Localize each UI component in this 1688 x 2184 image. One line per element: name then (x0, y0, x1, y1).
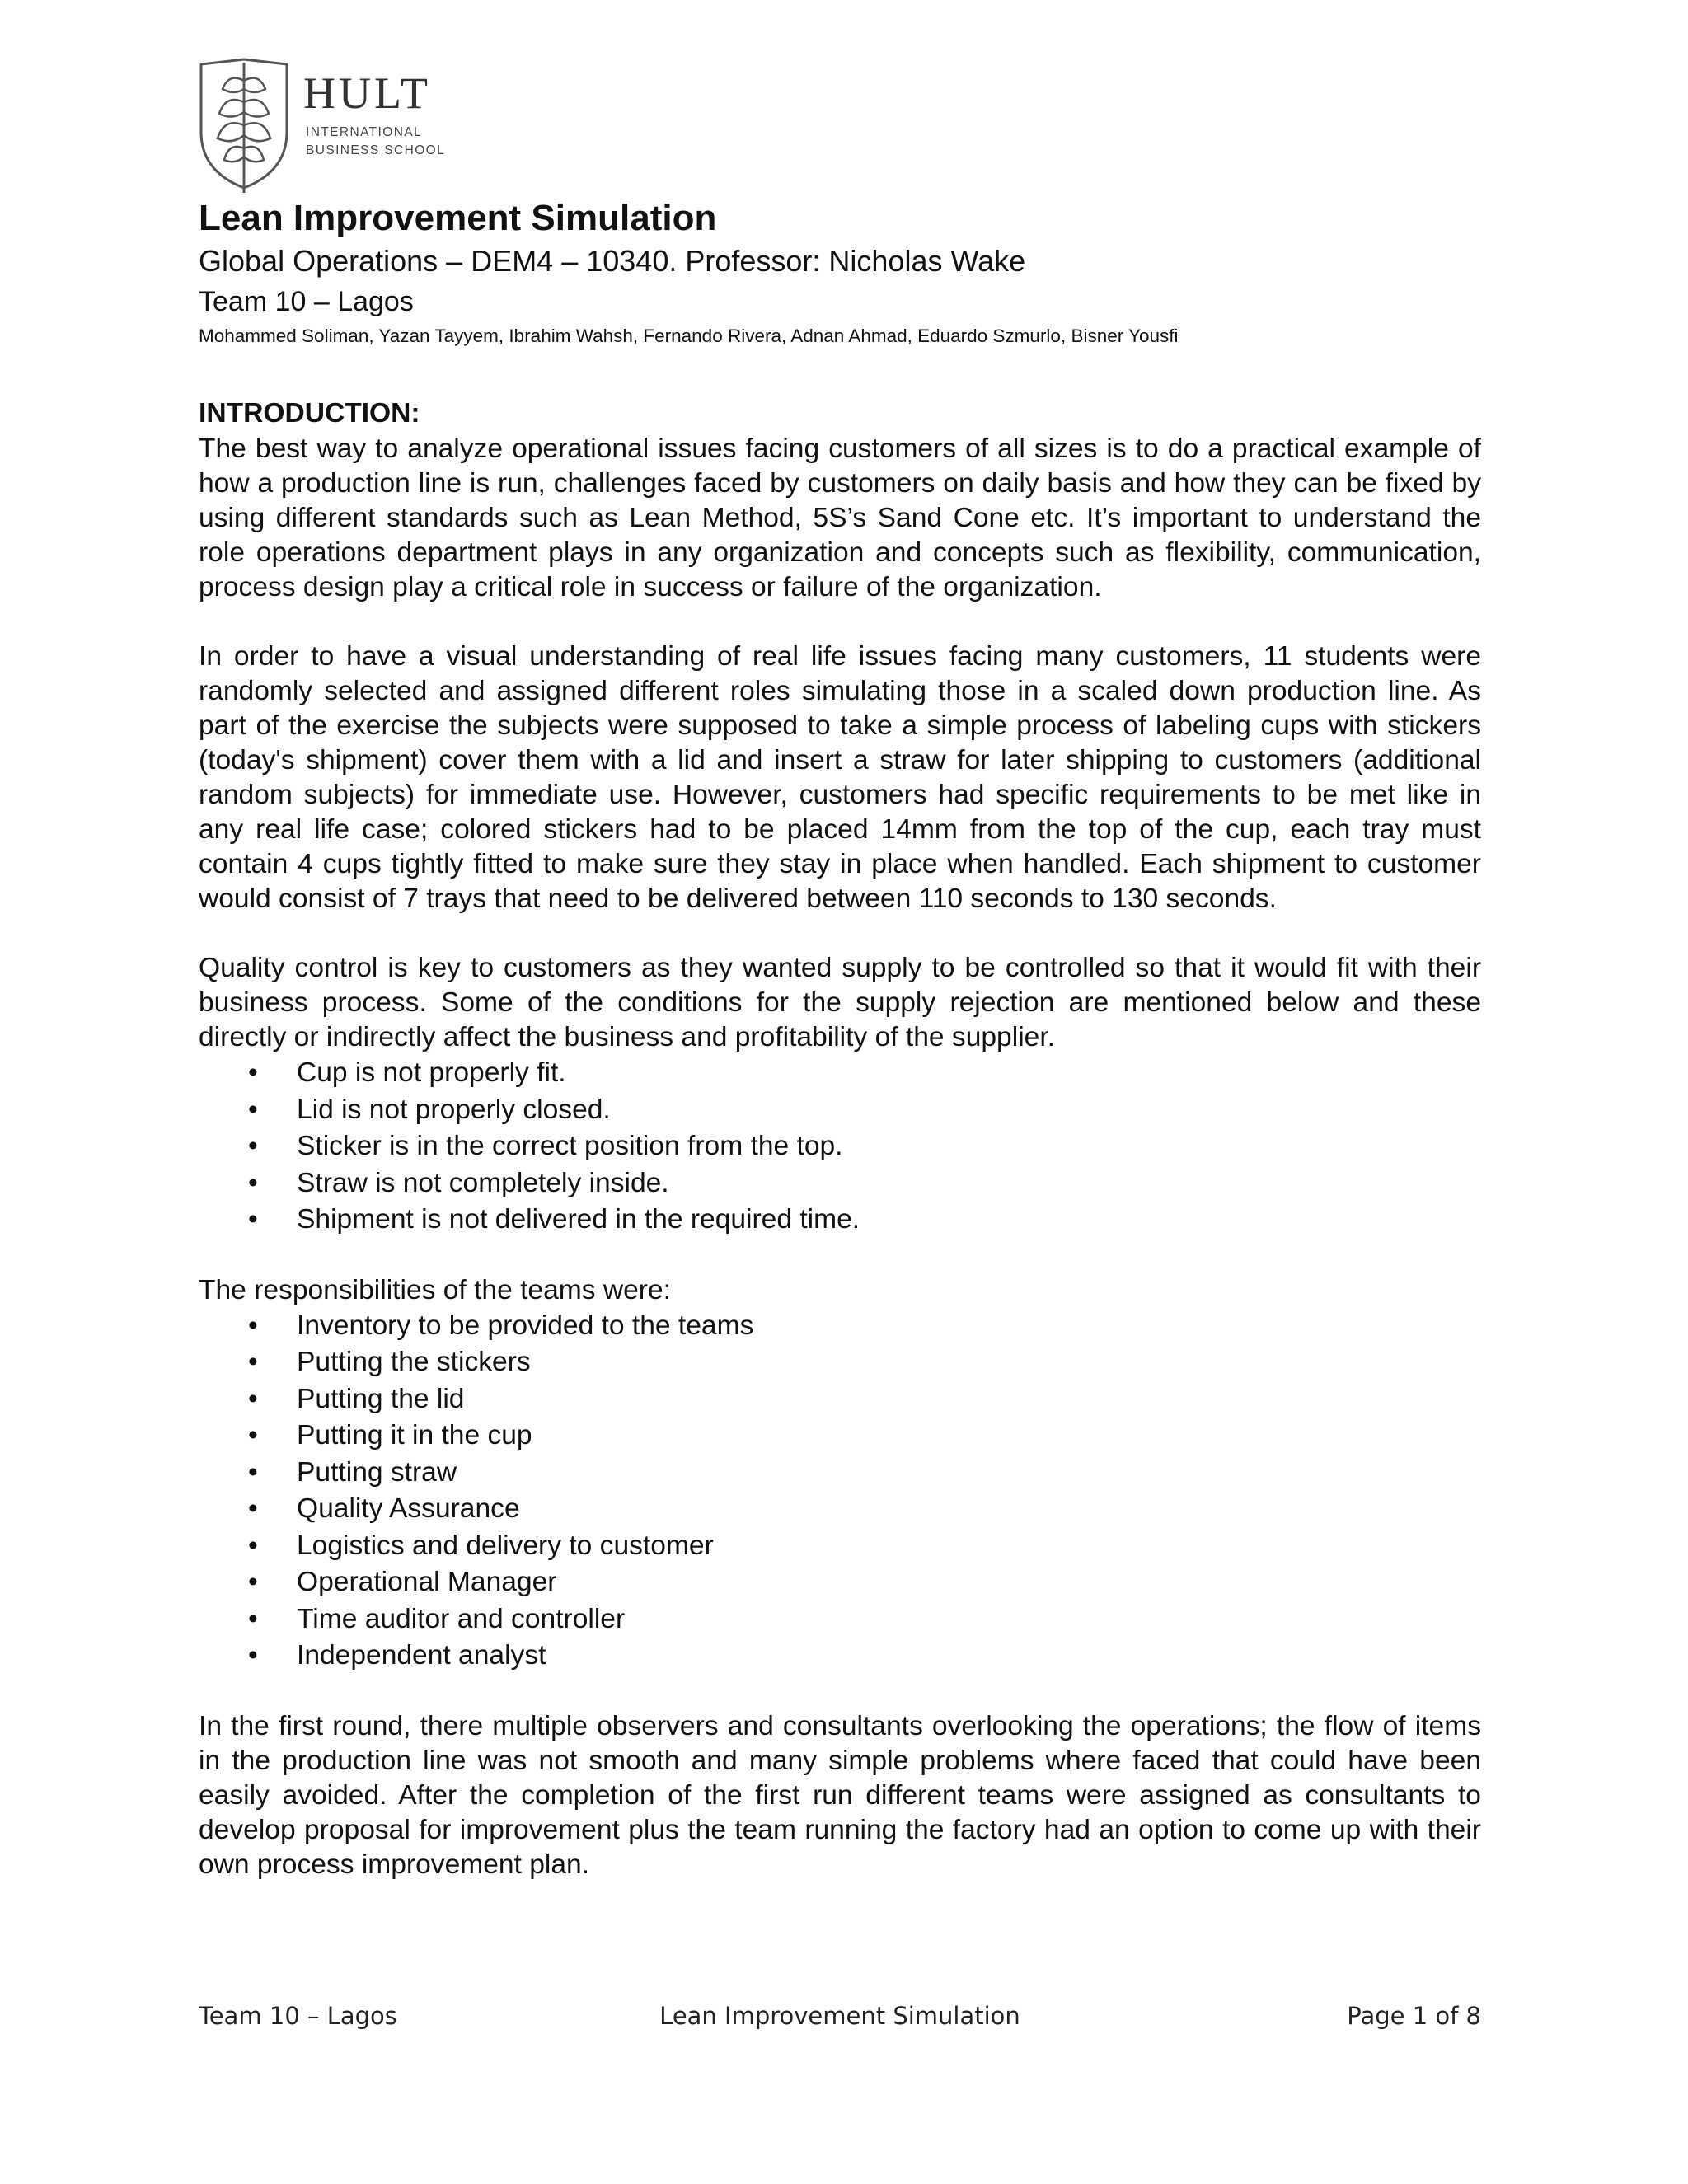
list-item (199, 1491, 1481, 1528)
list-item (199, 1165, 1481, 1202)
bullet: • (248, 1603, 258, 1634)
logo-wordmark: HULT (303, 68, 432, 118)
document-title: Lean Improvement Simulation (199, 198, 717, 238)
bullet: • (248, 1094, 258, 1125)
bullet: • (248, 1456, 258, 1488)
bullet: • (248, 1131, 258, 1161)
document-header (199, 196, 1493, 351)
list-item (199, 1638, 1481, 1675)
paragraph: The responsibilities of the teams were: (199, 1274, 671, 1305)
bullet: • (248, 1420, 258, 1451)
list-item-text: Inventory to be provided to the teams (297, 1310, 754, 1341)
list-item-text: Putting the lid (297, 1383, 465, 1414)
team-name: Team 10 – Lagos (199, 286, 414, 317)
paragraph: Quality control is key to customers as they wanted supply to be controlled so that it would fit with their business process. Some of the conditions for the supply rejection are mentioned below and these directly or indirectly affect the business and profitability of the supplier. (199, 953, 1481, 1052)
bullet: • (248, 1347, 258, 1377)
list-item (199, 1344, 1481, 1381)
list-item-text: Time auditor and controller (297, 1603, 626, 1634)
list-item-text: Independent analyst (297, 1640, 546, 1671)
list-item (199, 1381, 1481, 1418)
list-item (199, 1128, 1481, 1165)
section-heading: INTRODUCTION: (199, 398, 420, 429)
footer-team: Team 10 – Lagos (199, 2002, 397, 2030)
bullet: • (248, 1310, 258, 1341)
list-item (199, 1418, 1481, 1455)
responsibilities-list (199, 1308, 1481, 1675)
list-item (199, 1528, 1481, 1565)
list-item-text: Putting it in the cup (297, 1420, 532, 1451)
author-list: Mohammed Soliman, Yazan Tayyem, Ibrahim Wahsh, Fernando Rivera, Adnan Ahmad, Eduardo Szmurlo, Bisner Yousfi (199, 326, 1179, 346)
list-item-text: Cup is not properly fit. (297, 1057, 566, 1088)
rejection-conditions-list (199, 1055, 1481, 1239)
list-item-text: Putting straw (297, 1456, 457, 1488)
list-item (199, 1202, 1481, 1239)
bullet: • (248, 1493, 258, 1524)
bullet: • (248, 1567, 258, 1597)
page-footer (199, 1998, 1481, 2034)
paragraph: In the first round, there multiple observers and consultants overlooking the operations; the flow of items in the production line was not smooth and many simple problems where faced that could have been easily avoided. After the completion of the first run different teams were assigned as consultants to develop proposal for improvement plus the team running the factory had an option to come up with their own process improvement plan. (199, 1710, 1481, 1880)
hult-crest-icon (195, 56, 293, 196)
list-item-text: Sticker is in the correct position from the top. (297, 1131, 843, 1161)
paragraph: In order to have a visual understanding of real life issues facing many customers, 11 students were randomly selected and assigned different roles simulating those in a scaled down production line. As part of the exercise the subjects were supposed to take a simple process of labeling cups with stickers (today's shipment) cover them with a lid and insert a straw for later shipping to customers (additional random subjects) for immediate use. However, customers had specific requirements to be met like in any real life case; colored stickers had to be placed 14mm from the top of the cup, each tray must contain 4 cups tightly fitted to make sure they stay in place when handled. Each shipment to customer would consist of 7 trays that need to be delivered between 110 seconds to 130 seconds. (199, 641, 1481, 914)
list-item-text: Straw is not completely inside. (297, 1167, 669, 1198)
hult-logo (195, 56, 458, 196)
list-item-text: Quality Assurance (297, 1493, 520, 1524)
bullet: • (248, 1383, 258, 1414)
footer-title: Lean Improvement Simulation (659, 2002, 1020, 2030)
list-item (199, 1308, 1481, 1345)
list-item (199, 1601, 1481, 1638)
page-number: Page 1 of 8 (1347, 2002, 1481, 2030)
list-item-text: Putting the stickers (297, 1347, 531, 1377)
list-item (199, 1455, 1481, 1492)
bullet: • (248, 1204, 258, 1235)
bullet: • (248, 1057, 258, 1088)
list-item-text: Shipment is not delivered in the required time. (297, 1204, 860, 1235)
logo-subtitle (306, 124, 445, 160)
document-body (199, 396, 1481, 1882)
list-item-text: Logistics and delivery to customer (297, 1530, 714, 1561)
list-item (199, 1055, 1481, 1092)
logo-subtitle-line: BUSINESS SCHOOL (306, 143, 446, 157)
bullet: • (248, 1167, 258, 1198)
bullet: • (248, 1640, 258, 1671)
list-item (199, 1564, 1481, 1601)
logo-subtitle-line: INTERNATIONAL (306, 125, 423, 139)
course-subtitle: Global Operations – DEM4 – 10340. Professor: Nicholas Wake (199, 244, 1026, 278)
paragraph: The best way to analyze operational issues facing customers of all sizes is to do a practical example of how a production line is run, challenges faced by customers on daily basis and how they can be fixed by using different standards such as Lean Method, 5S’s Sand Cone etc. It’s important to understand the role operations department plays in any organization and concepts such as flexibility, communication, process design play a critical role in success or failure of the organization. (199, 434, 1481, 602)
bullet: • (248, 1530, 258, 1561)
list-item-text: Lid is not properly closed. (297, 1094, 611, 1125)
list-item (199, 1092, 1481, 1129)
list-item-text: Operational Manager (297, 1567, 557, 1597)
